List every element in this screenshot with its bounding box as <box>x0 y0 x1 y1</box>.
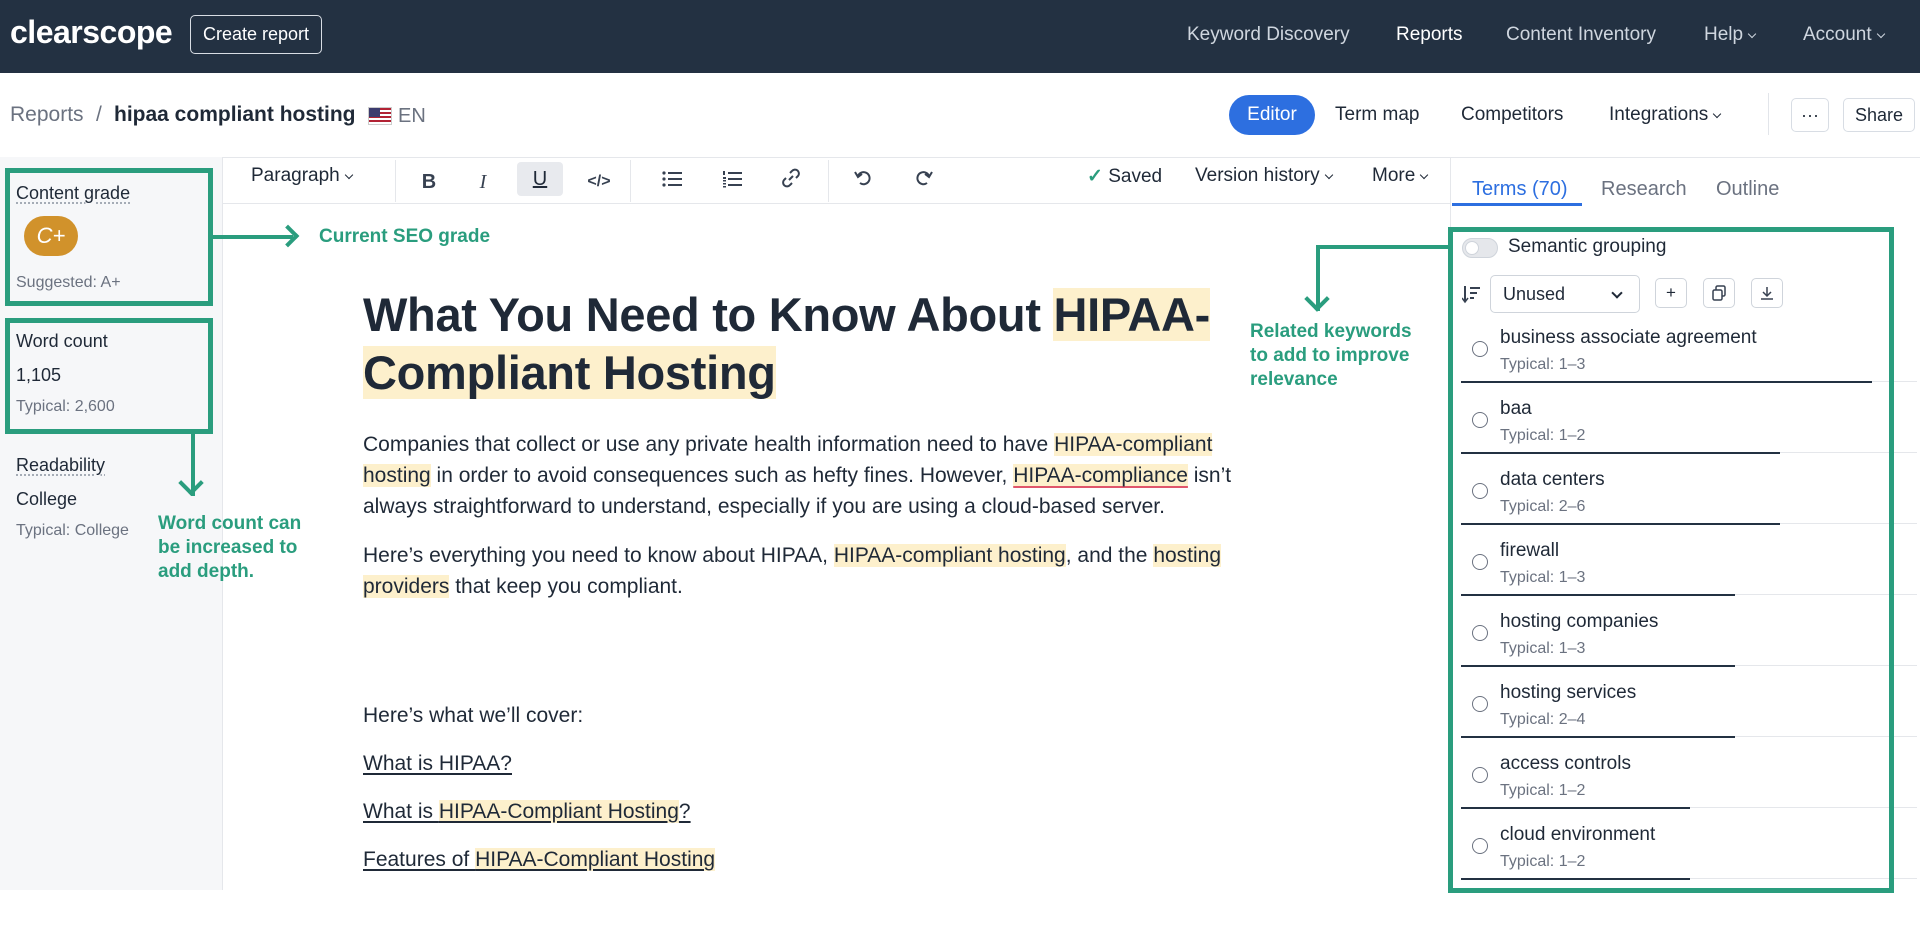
tab-competitors[interactable]: Competitors <box>1461 104 1564 125</box>
tab-integrations-label: Integrations <box>1609 104 1709 125</box>
link-icon[interactable] <box>776 168 806 196</box>
highlighted-term: HIPAA- <box>1053 288 1211 341</box>
nav-help-label: Help <box>1704 24 1744 45</box>
header-divider <box>0 157 1920 158</box>
breadcrumb-separator: / <box>96 103 102 126</box>
create-report-button[interactable]: Create report <box>190 15 322 54</box>
paragraph-2[interactable] <box>363 540 1283 602</box>
highlighted-term: HIPAA-Compliant Hosting <box>475 848 716 871</box>
bullet-list-icon[interactable] <box>657 168 687 196</box>
text: What is <box>363 800 439 823</box>
more-label: More <box>1372 165 1416 186</box>
divider <box>395 160 396 202</box>
highlighted-term: HIPAA-compliant <box>1054 433 1213 456</box>
annotation-box-terms <box>1448 227 1894 893</box>
undo-icon[interactable] <box>848 168 878 196</box>
clearscope-logo[interactable]: clearscope <box>10 14 173 50</box>
us-flag-icon <box>368 107 392 125</box>
paragraph-3[interactable]: Here’s what we’ll cover: <box>363 704 584 727</box>
highlighted-term: HIPAA-compliance <box>1013 464 1188 487</box>
nav-account[interactable] <box>1803 24 1884 46</box>
text: Here’s everything you need to know about HIPAA, <box>363 544 834 567</box>
term-typical: Typical: 1–3 <box>1500 640 1586 657</box>
divider <box>828 160 829 202</box>
term-typical: Typical: 2–4 <box>1500 711 1586 728</box>
check-icon: ✓ <box>1087 166 1103 187</box>
term-typical: Typical: 1–2 <box>1500 782 1586 799</box>
active-tab-indicator <box>1452 203 1582 206</box>
term-name: baa <box>1500 398 1532 419</box>
divider <box>630 160 631 202</box>
more-options-button[interactable]: ··· <box>1791 98 1829 132</box>
numbered-list-icon[interactable] <box>717 168 747 196</box>
toc-link-what-is-hipaa-hosting[interactable] <box>363 796 691 827</box>
term-typical: Typical: 1–3 <box>1500 356 1586 373</box>
term-name: hosting services <box>1500 682 1637 703</box>
paragraph-style-label: Paragraph <box>251 165 340 186</box>
saved-label: Saved <box>1108 166 1163 187</box>
term-typical: Typical: 1–2 <box>1500 427 1586 444</box>
tab-terms[interactable]: Terms (70) <box>1472 178 1568 200</box>
page-title: hipaa compliant hosting <box>114 103 356 126</box>
semantic-grouping-label: Semantic grouping <box>1508 236 1667 257</box>
divider <box>1768 93 1769 135</box>
word-count-label: Word count <box>16 331 108 351</box>
arrow-head-icon <box>277 225 300 248</box>
chevron-down-icon <box>1748 30 1756 38</box>
term-name: access controls <box>1500 753 1631 774</box>
word-count-typical: Typical: 2,600 <box>16 398 115 415</box>
term-name: hosting companies <box>1500 611 1659 632</box>
underline-icon[interactable] <box>517 162 563 196</box>
language-label[interactable]: EN <box>398 105 426 127</box>
share-button[interactable]: Share <box>1843 98 1915 132</box>
readability-value: College <box>16 489 78 509</box>
text: Features of <box>363 848 476 871</box>
term-name: cloud environment <box>1500 824 1656 845</box>
annotation-line: Related keywords <box>1250 321 1412 342</box>
highlighted-term: HIPAA-Compliant Hosting <box>438 800 679 823</box>
add-term-button[interactable]: + <box>1655 278 1687 308</box>
nav-help[interactable] <box>1704 24 1755 46</box>
annotation-line: add depth. <box>158 561 255 582</box>
chevron-down-icon <box>1324 171 1332 179</box>
word-count-value: 1,105 <box>16 365 62 385</box>
annotation-line: relevance <box>1250 369 1338 390</box>
saved-status <box>1087 165 1162 188</box>
tab-term-map[interactable]: Term map <box>1335 104 1420 125</box>
highlighted-term: hosting <box>1153 544 1222 567</box>
chevron-down-icon <box>1876 30 1884 38</box>
text: isn’t <box>1187 464 1232 487</box>
term-name: firewall <box>1500 540 1560 561</box>
chevron-down-icon <box>344 171 352 179</box>
arrow-head-icon <box>1304 286 1329 311</box>
highlighted-term: Compliant Hosting <box>363 346 776 399</box>
more-dropdown[interactable] <box>1372 165 1427 187</box>
version-history-label: Version history <box>1195 165 1320 186</box>
term-name: data centers <box>1500 469 1605 490</box>
annotation-line: to add to improve <box>1250 345 1410 366</box>
tab-research[interactable]: Research <box>1601 178 1687 200</box>
document-heading[interactable] <box>363 286 1263 402</box>
text: ? <box>678 800 691 823</box>
text: that keep you compliant. <box>449 575 683 598</box>
toc-link-what-is-hipaa[interactable]: What is HIPAA? <box>363 752 512 775</box>
highlighted-term: providers <box>363 575 450 598</box>
paragraph-style-dropdown[interactable] <box>251 165 352 187</box>
chevron-down-icon <box>1420 171 1428 179</box>
annotation-word-count <box>158 512 301 584</box>
nav-content-inventory[interactable]: Content Inventory <box>1506 24 1656 45</box>
toc-link-features[interactable] <box>363 844 715 875</box>
term-typical: Typical: 1–3 <box>1500 569 1586 586</box>
annotation-box-grade <box>5 168 213 306</box>
term-filter-label: Unused <box>1503 284 1566 304</box>
version-history-dropdown[interactable] <box>1195 165 1332 187</box>
tab-integrations[interactable] <box>1609 104 1720 126</box>
breadcrumb-reports[interactable]: Reports <box>10 103 84 126</box>
tab-outline[interactable]: Outline <box>1716 178 1780 200</box>
annotation-seo-grade: Current SEO grade <box>319 226 491 247</box>
annotation-related-keywords <box>1250 320 1412 392</box>
text: always straightforward to understand, especially if you are using a cloud-based server. <box>363 495 1165 518</box>
text: in order to avoid consequences such as hefty fines. However, <box>430 464 1014 487</box>
chevron-down-icon <box>1713 110 1721 118</box>
nav-keyword-discovery[interactable]: Keyword Discovery <box>1187 24 1350 45</box>
italic-icon[interactable]: I <box>479 171 487 193</box>
annotation-arrow <box>1316 245 1450 249</box>
tab-editor[interactable]: Editor <box>1229 95 1315 135</box>
suggested-grade: Suggested: A+ <box>16 274 121 291</box>
content-grade-label[interactable]: Content grade <box>16 183 131 203</box>
underline-glyph: U <box>532 168 548 190</box>
highlighted-term: HIPAA-compliant hosting <box>833 544 1066 567</box>
paragraph-1[interactable] <box>363 429 1283 522</box>
nav-account-label: Account <box>1803 24 1872 45</box>
readability-label[interactable]: Readability <box>16 455 106 475</box>
redo-icon[interactable] <box>909 168 939 196</box>
bold-icon[interactable]: B <box>421 171 437 193</box>
annotation-line: be increased to <box>158 537 298 558</box>
toolbar-divider <box>223 203 1450 204</box>
highlighted-term: hosting <box>363 464 431 487</box>
text: Companies that collect or use any private health information need to have <box>363 433 1055 456</box>
readability-typical: Typical: College <box>16 522 129 539</box>
annotation-line: Word count can <box>158 513 302 534</box>
nav-reports[interactable]: Reports <box>1396 24 1463 45</box>
heading-text: What You Need to Know About <box>363 288 1054 341</box>
content-grade-badge: C+ <box>24 216 78 256</box>
term-name: business associate agreement <box>1500 327 1757 348</box>
annotation-box-wordcount <box>5 318 213 434</box>
term-typical: Typical: 1–2 <box>1500 853 1586 870</box>
code-icon[interactable]: </> <box>587 173 611 190</box>
term-typical: Typical: 2–6 <box>1500 498 1586 515</box>
text: , and the <box>1065 544 1154 567</box>
